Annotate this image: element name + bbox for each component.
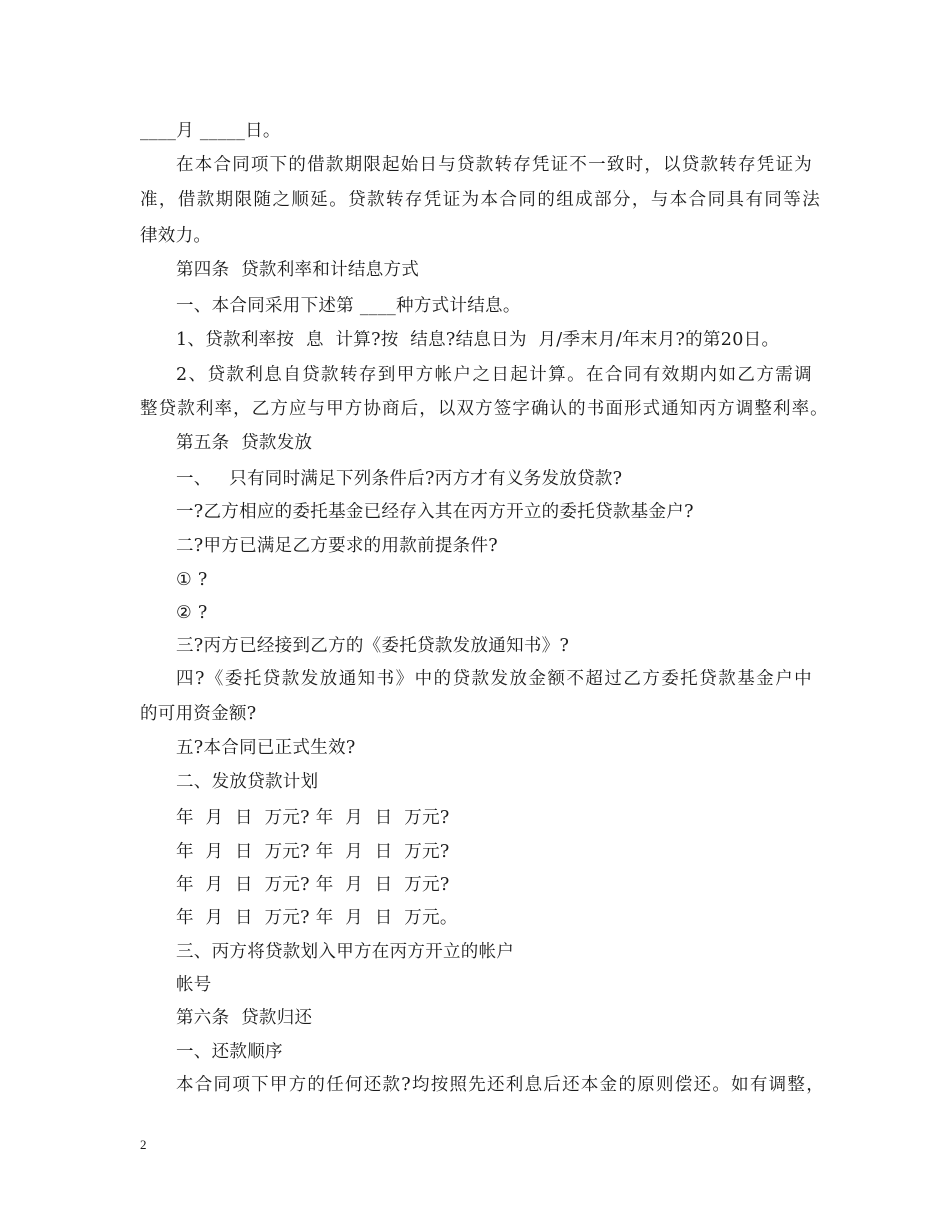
text-line: 一、还款顺序 [176,1042,283,1062]
text-line: 一、本合同采用下述第 ____种方式计结息。 [176,296,521,316]
section-heading: 第五条 贷款发放 [176,433,313,453]
text-line: 年 月 日 万元? 年 月 日 万元? [176,875,450,895]
section-heading: 第四条 贷款利率和计结息方式 [176,260,420,280]
text-line: 整贷款利率，乙方应与甲方协商后，以双方签字确认的书面形式通知丙方调整利率。 [140,399,828,419]
text-line: 四?《委托贷款发放通知书》中的贷款发放金额不超过乙方委托贷款基金户中 [176,669,812,689]
text-line: 三、丙方将贷款划入甲方在丙方开立的帐户 [176,942,515,962]
text-line: ____月 _____日。 [140,121,281,141]
text-line: 二?甲方已满足乙方要求的用款前提条件? [176,536,498,556]
page-number: 2 [140,1137,147,1152]
text-line: ① ? [176,570,208,590]
text-line: 二、发放贷款计划 [176,772,319,792]
text-line: 五?本合同已正式生效? [176,738,356,758]
text-line: 的可用资金额? [140,704,257,724]
text-line: ② ? [176,603,208,623]
text-line: 律效力。 [140,226,212,246]
text-line: 年 月 日 万元? 年 月 日 万元? [176,842,450,862]
text-line: 三?丙方已经接到乙方的《委托贷款发放通知书》? [176,636,570,656]
text-line: 准，借款期限随之顺延。贷款转存凭证为本合同的组成部分，与本合同具有同等法 [140,190,820,210]
text-line: 年 月 日 万元? 年 月 日 万元。 [176,908,458,928]
text-line: 在本合同项下的借款期限起始日与贷款转存凭证不一致时，以贷款转存凭证为 [176,155,812,175]
text-line: 一、 只有同时满足下列条件后?丙方才有义务发放贷款? [176,469,623,489]
section-heading: 第六条 贷款归还 [176,1008,313,1028]
text-line: 帐号 [176,975,212,995]
text-line: 本合同项下甲方的任何还款?均按照先还利息后还本金的原则偿还。如有调整， [176,1075,824,1095]
text-line: 2、贷款利息自贷款转存到甲方帐户之日起计算。在合同有效期内如乙方需调 [176,365,812,385]
text-line: 1、贷款利率按 息 计算?按 结息?结息日为 月/季末月/年末月?的第20日。 [176,330,780,350]
text-line: 年 月 日 万元? 年 月 日 万元? [176,808,450,828]
text-line: 一?乙方相应的委托基金已经存入其在丙方开立的委托贷款基金户? [176,502,694,522]
